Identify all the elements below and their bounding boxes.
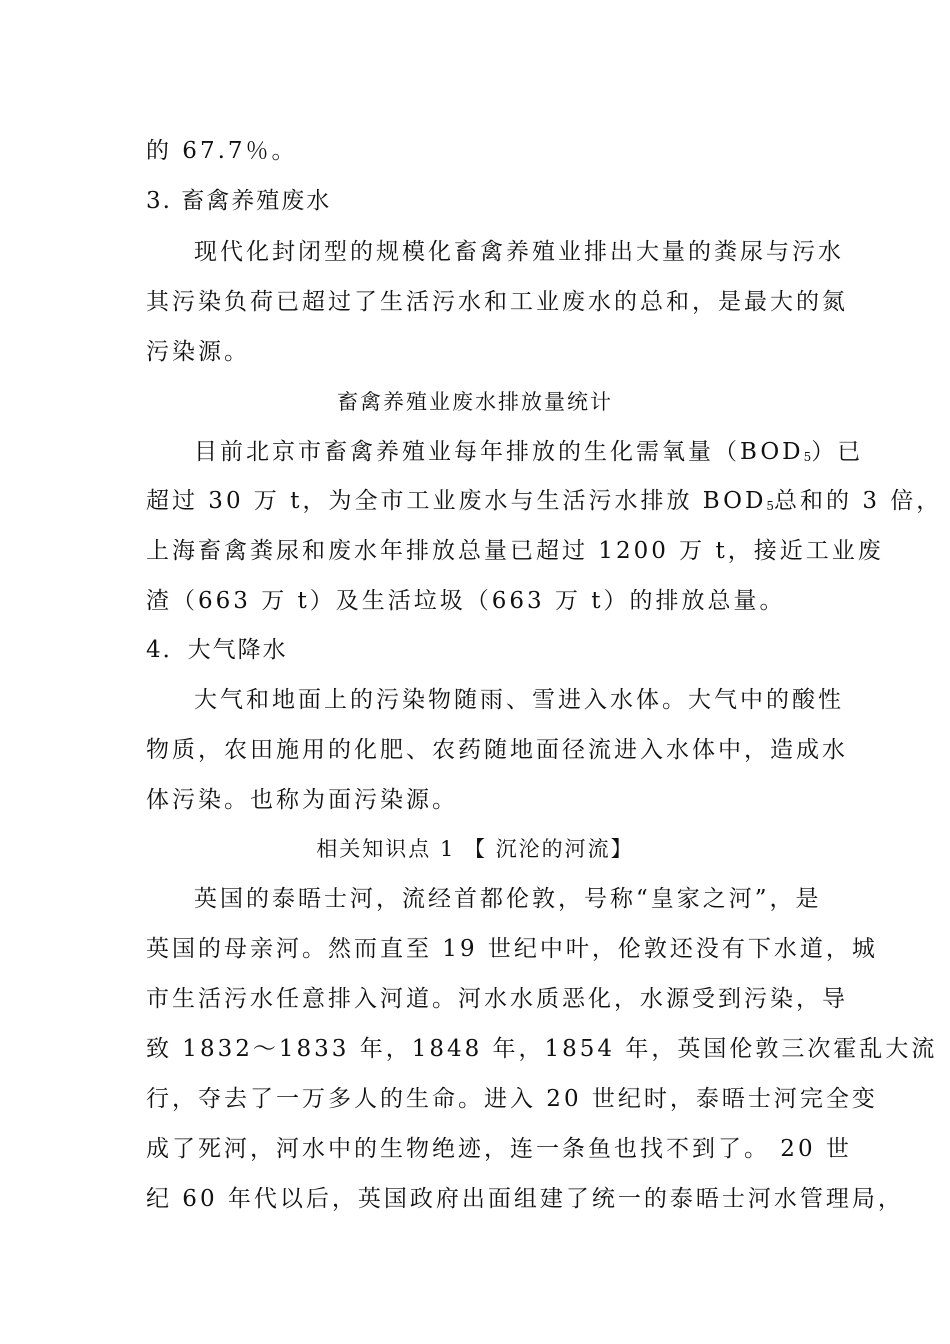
paragraph-line: 现代化封闭型的规模化畜禽养殖业排出大量的粪尿与污水: [194, 239, 844, 265]
paragraph-line: 上海畜禽粪尿和废水年排放总量已超过 1200 万 t，接近工业废: [146, 538, 884, 564]
paragraph-line: 行，夺去了一万多人的生命。进入 20 世纪时，泰晤士河完全变: [146, 1086, 878, 1112]
paragraph-line: 的 67.7％。: [146, 138, 298, 164]
section-heading-3: 3. 畜禽养殖废水: [146, 188, 332, 214]
paragraph-line: 渣（663 万 t）及生活垃圾（663 万 t）的排放总量。: [146, 588, 786, 614]
paragraph-line: 目前北京市畜禽养殖业每年排放的生化需氧量$(BOD_5)$已: [194, 439, 864, 465]
paragraph-line: 成了死河，河水中的生物绝迹，连一条鱼也找不到了。 20 世: [146, 1136, 852, 1162]
paragraph-line: 纪 60 年代以后，英国政府出面组建了统一的泰晤士河水管理局，: [146, 1186, 904, 1212]
paragraph-line: 物质，农田施用的化肥、农药随地面径流进入水体中，造成水: [146, 737, 848, 763]
paragraph-line: 大气和地面上的污染物随雨、雪进入水体。大气中的酸性: [194, 687, 844, 713]
subscript-5: 5: [766, 499, 775, 513]
paragraph-line: 污染源。: [146, 339, 250, 365]
section-heading-4: 4．大气降水: [146, 637, 288, 663]
knowledge-point-title: 相关知识点 1 【 沉沦的河流】: [316, 837, 634, 861]
paragraph-line: 英国的泰晤士河，流经首都伦敦，号称“皇家之河”，是: [194, 886, 822, 912]
box-title: 畜禽养殖业废水排放量统计: [337, 390, 613, 414]
paragraph-line: 其污染负荷已超过了生活污水和工业废水的总和，是最大的氮: [146, 289, 848, 315]
paragraph-line: 超过 30 万 t，为全市工业废水与生活污水排放 $BOD_5$总和的 3 倍，: [146, 488, 943, 514]
subscript-5: 5: [803, 450, 812, 464]
paragraph-line: 致 1832～1833 年，1848 年，1854 年，英国伦敦三次霍乱大流: [146, 1036, 938, 1062]
paragraph-line: 市生活污水任意排入河道。河水水质恶化，水源受到污染，导: [146, 986, 848, 1012]
paragraph-line: 体污染。也称为面污染源。: [146, 787, 458, 813]
paragraph-line: 英国的母亲河。然而直至 19 世纪中叶，伦敦还没有下水道，城: [146, 936, 878, 962]
